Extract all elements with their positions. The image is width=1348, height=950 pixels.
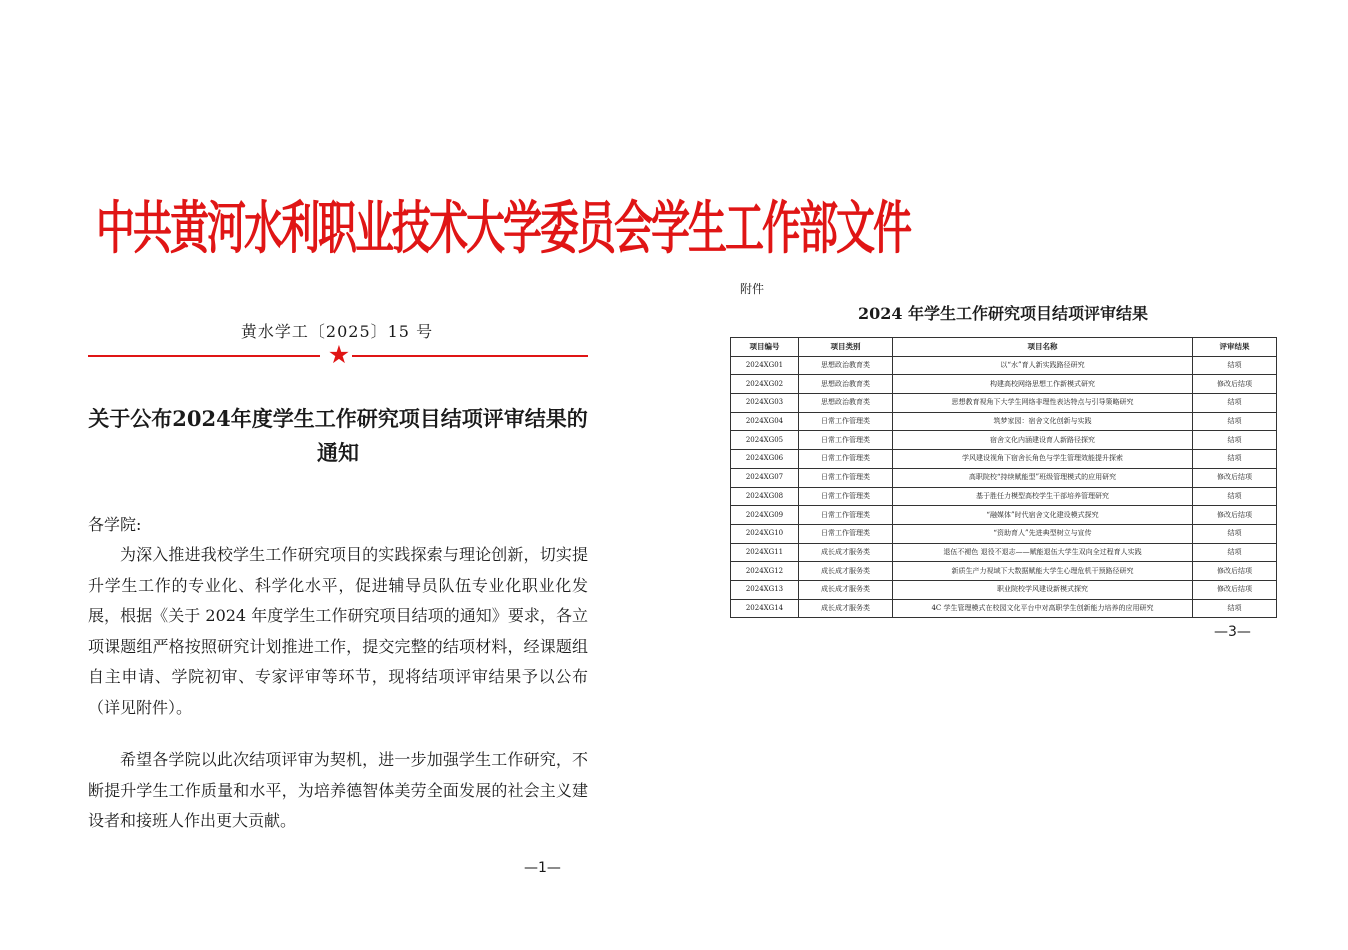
red-divider-left: [88, 355, 320, 357]
cell-project-id: 2024XG05: [731, 431, 799, 450]
cell-review-result: 结项: [1193, 543, 1277, 562]
red-star-icon: ★: [327, 340, 351, 369]
cell-project-id: 2024XG07: [731, 468, 799, 487]
cell-project-id: 2024XG14: [731, 599, 799, 618]
cell-review-result: 结项: [1193, 431, 1277, 450]
cell-project-category: 日常工作管理类: [799, 524, 893, 543]
cell-project-id: 2024XG12: [731, 562, 799, 581]
notice-title: 关于公布2024年度学生工作研究项目结项评审结果的通知: [88, 406, 588, 465]
table-row: [731, 580, 1277, 599]
cell-review-result: 修改后结项: [1193, 468, 1277, 487]
cell-project-name: 思想教育视角下大学生网络非理性表达特点与引导策略研究: [893, 394, 1193, 413]
cell-project-category: 成长成才服务类: [799, 599, 893, 618]
cell-project-id: 2024XG10: [731, 524, 799, 543]
body-paragraph-1: 为深入推进我校学生工作研究项目的实践探索与理论创新，切实提升学生工作的专业化、科学化水平，促进辅导员队伍专业化职业化发展，根据《关于 2024 年度学生工作研究项目结项的通知》要求，各立项课题组严格按照研究计划推进工作，提交完整的结项材料，经课题组自主申请、学院初审、专家评审等环节，现将结项评审结果予以公布（详见附件）。: [88, 545, 588, 717]
cell-project-name: 宿舍文化内涵建设育人新路径探究: [893, 431, 1193, 450]
cell-project-id: 2024XG08: [731, 487, 799, 506]
table-row: [731, 487, 1277, 506]
cell-project-id: 2024XG03: [731, 394, 799, 413]
table-row: [731, 375, 1277, 394]
page-number: —1—: [524, 860, 561, 876]
table-row: [731, 506, 1277, 525]
cell-project-id: 2024XG02: [731, 375, 799, 394]
cell-project-name: 筑梦家园：宿舍文化创新与实践: [893, 412, 1193, 431]
table-row: [731, 412, 1277, 431]
annex-label: 附件: [740, 282, 765, 296]
page-number: —3—: [1214, 624, 1251, 640]
salutation: 各学院:: [88, 515, 142, 534]
cell-project-name: 新质生产力视域下大数据赋能大学生心理危机干预路径研究: [893, 562, 1193, 581]
cell-project-category: 日常工作管理类: [799, 412, 893, 431]
cell-project-category: 成长成才服务类: [799, 562, 893, 581]
cell-project-id: 2024XG13: [731, 580, 799, 599]
cell-review-result: 结项: [1193, 487, 1277, 506]
cell-project-id: 2024XG01: [731, 356, 799, 375]
cell-project-name: “资助育人”先进典型树立与宣传: [893, 524, 1193, 543]
cell-project-name: 构建高校网络思想工作新模式研究: [893, 375, 1193, 394]
cell-review-result: 结项: [1193, 394, 1277, 413]
cell-review-result: 结项: [1193, 450, 1277, 469]
table-row: [731, 450, 1277, 469]
cell-project-category: 日常工作管理类: [799, 506, 893, 525]
header-review-result: 评审结果: [1193, 338, 1277, 357]
masthead-title: 中共黄河水利职业技术大学委员会学生工作部文件: [96, 196, 911, 262]
table-row: [731, 356, 1277, 375]
table-row: [731, 524, 1277, 543]
cell-review-result: 修改后结项: [1193, 506, 1277, 525]
cell-project-category: 思想政治教育类: [799, 356, 893, 375]
cell-review-result: 修改后结项: [1193, 562, 1277, 581]
table-row: [731, 468, 1277, 487]
cell-project-name: 4C 学生管理模式在校园文化平台中对高职学生创新能力培养的应用研究: [893, 599, 1193, 618]
table-body: [731, 356, 1277, 618]
cell-project-id: 2024XG09: [731, 506, 799, 525]
header-project-id: 项目编号: [731, 338, 799, 357]
cell-project-id: 2024XG04: [731, 412, 799, 431]
document-number: 黄水学工〔2025〕15 号: [240, 322, 434, 341]
results-table: [730, 337, 1277, 618]
cell-project-id: 2024XG06: [731, 450, 799, 469]
red-divider-right: [352, 355, 588, 357]
cell-project-name: 职业院校学风建设新模式探究: [893, 580, 1193, 599]
cell-project-name: 基于胜任力模型高校学生干部培养管理研究: [893, 487, 1193, 506]
cell-project-category: 思想政治教育类: [799, 394, 893, 413]
table-row: [731, 394, 1277, 413]
cell-project-id: 2024XG11: [731, 543, 799, 562]
cell-project-category: 思想政治教育类: [799, 375, 893, 394]
table-header-row: [731, 338, 1277, 357]
header-project-name: 项目名称: [893, 338, 1193, 357]
cell-review-result: 修改后结项: [1193, 375, 1277, 394]
document-page-3: [674, 0, 1348, 950]
table-row: [731, 562, 1277, 581]
cell-project-category: 日常工作管理类: [799, 468, 893, 487]
cell-review-result: 修改后结项: [1193, 580, 1277, 599]
cell-project-category: 日常工作管理类: [799, 431, 893, 450]
cell-review-result: 结项: [1193, 412, 1277, 431]
cell-project-category: 日常工作管理类: [799, 487, 893, 506]
annex-title: 2024 年学生工作研究项目结项评审结果: [857, 304, 1149, 323]
cell-project-name: 退伍不褪色 退役不退志——赋能退伍大学生双向全过程育人实践: [893, 543, 1193, 562]
table-row: [731, 543, 1277, 562]
body-paragraph-2: 希望各学院以此次结项评审为契机，进一步加强学生工作研究，不断提升学生工作质量和水平，为培养德智体美劳全面发展的社会主义建设者和接班人作出更大贡献。: [88, 750, 588, 830]
cell-project-category: 日常工作管理类: [799, 450, 893, 469]
table-row: [731, 599, 1277, 618]
cell-project-name: “融媒体”时代宿舍文化建设模式探究: [893, 506, 1193, 525]
cell-review-result: 结项: [1193, 356, 1277, 375]
header-project-category: 项目类别: [799, 338, 893, 357]
cell-project-category: 成长成才服务类: [799, 543, 893, 562]
cell-project-name: 学风建设视角下宿舍长角色与学生管理效能提升探索: [893, 450, 1193, 469]
cell-review-result: 结项: [1193, 599, 1277, 618]
cell-project-name: 高职院校“持续赋能型”班级管理模式的应用研究: [893, 468, 1193, 487]
cell-review-result: 结项: [1193, 524, 1277, 543]
table-row: [731, 431, 1277, 450]
cell-project-category: 成长成才服务类: [799, 580, 893, 599]
cell-project-name: 以“水”育人新实践路径研究: [893, 356, 1193, 375]
